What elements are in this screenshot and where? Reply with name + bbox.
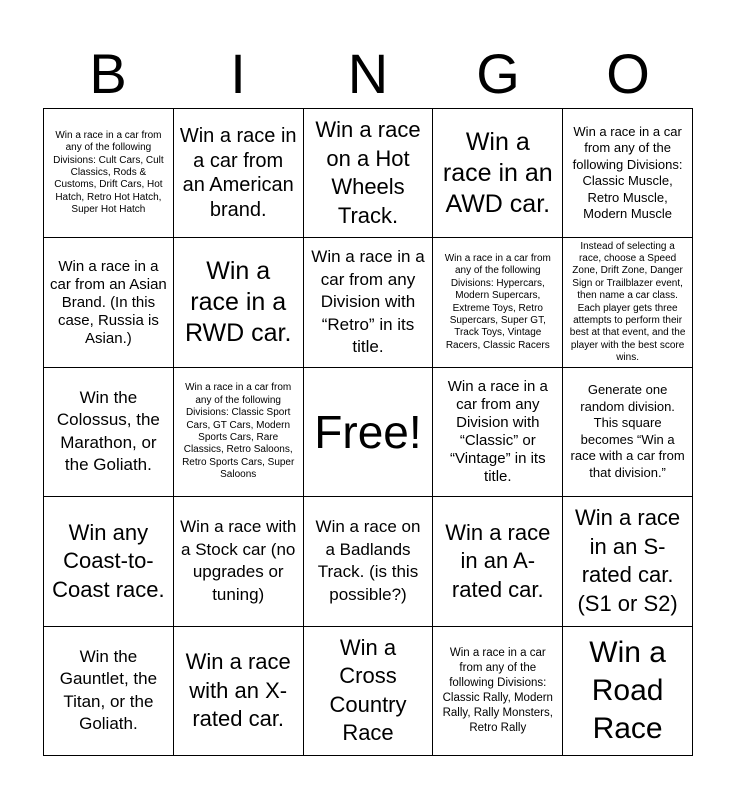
cell-text: Win the Gauntlet, the Titan, or the Goliath. [59,646,158,734]
header-letter-n: N [347,42,389,105]
bingo-cell[interactable] [44,109,174,238]
free-space[interactable] [304,368,434,497]
bingo-cell[interactable] [563,368,693,497]
cell-text: Win a race in an A-rated car. [445,519,551,602]
cell-text: Win a race in a car from any of the following Divisions: Classic Muscle, Retro Muscle, Modern Muscle [572,123,683,222]
cell-text: Win a race in a car from any of the following Divisions: Classic Rally, Modern Rally, Rally Monsters, Retro Rally [442,646,553,734]
cell-text: Generate one random division. This square becomes “Win a race with a car from that division.” [570,382,685,480]
bingo-cell[interactable] [563,497,693,626]
bingo-cell[interactable] [174,627,304,756]
bingo-cell[interactable] [433,238,563,367]
bingo-cell[interactable] [304,238,434,367]
cell-text: Win a race with a Stock car (no upgrades or tuning) [180,517,297,604]
cell-text: Win a race on a Badlands Track. (is this possible?) [315,517,421,604]
bingo-cell[interactable] [433,627,563,756]
cell-text: Win a race in a car from any of the following Divisions: Classic Sport Cars, GT Cars, Modern Sports Cars, Rare Classics, Retro Saloons, Retro Sports Cars, Super Saloons [182,382,295,481]
cell-text: Win any Coast-to-Coast race. [52,519,165,602]
cell-text: Win a race on a Hot Wheels Track. [315,117,421,228]
cell-text: Win a race in a car from any of the following Divisions: Hypercars, Modern Supercars, Extreme Toys, Retro Supercars, Super GT, Track Toys, Vintage Racers, Classic Racers [444,252,551,351]
bingo-cell[interactable] [433,497,563,626]
bingo-cell[interactable] [44,627,174,756]
bingo-cell[interactable] [304,109,434,238]
bingo-cell[interactable] [304,627,434,756]
cell-text: Win a race in an S-rated car. (S1 or S2) [575,505,681,616]
bingo-cell[interactable] [174,368,304,497]
bingo-grid [43,108,693,756]
cell-text: Win a race in a car from any of the following Divisions: Cult Cars, Cult Classics, Rods & Customs, Drift Cars, Hot Hatch, Retro Hot Hatch, Super Hot Hatch [53,129,164,216]
cell-text: Win a race with an X-rated car. [185,649,291,732]
bingo-cell[interactable] [563,627,693,756]
header-letter-i: I [230,42,246,105]
bingo-cell[interactable] [433,368,563,497]
bingo-cell[interactable] [304,497,434,626]
bingo-header [43,40,693,108]
cell-text: Win a race in a car from an American brand. [179,125,297,221]
bingo-cell[interactable] [44,238,174,367]
cell-text: Win a Road Race [589,635,666,745]
header-letter-b: B [89,42,127,105]
bingo-cell[interactable] [433,109,563,238]
cell-text: Instead of selecting a race, choose a Speed Zone, Drift Zone, Danger Sign or Trailblazer event, then name a car class. Each player gets three attempts to perform their best at that event, and the player with the best score wins. [569,240,686,364]
bingo-cell[interactable] [44,368,174,497]
cell-text: Win a race in an AWD car. [442,127,553,218]
cell-text: Free! [314,405,422,458]
cell-text: Win a race in a RWD car. [184,257,292,348]
bingo-cell[interactable] [563,238,693,367]
cell-text: Win a race in a car from an Asian Brand. (In this case, Russia is Asian.) [50,257,167,347]
cell-text: Win a race in a car from any Division with “Classic” or “Vintage” in its title. [447,377,548,485]
header-letter-o: O [606,42,650,105]
cell-text: Win a Cross Country Race [329,634,407,746]
bingo-cell[interactable] [174,497,304,626]
cell-text: Win the Colossus, the Marathon, or the Goliath. [56,387,160,475]
bingo-cell[interactable] [44,497,174,626]
bingo-cell[interactable] [174,238,304,367]
header-letter-g: G [476,42,520,105]
cell-text: Win a race in a car from any Division with “Retro” in its title. [311,247,425,357]
bingo-cell[interactable] [174,109,304,238]
bingo-cell[interactable] [563,109,693,238]
